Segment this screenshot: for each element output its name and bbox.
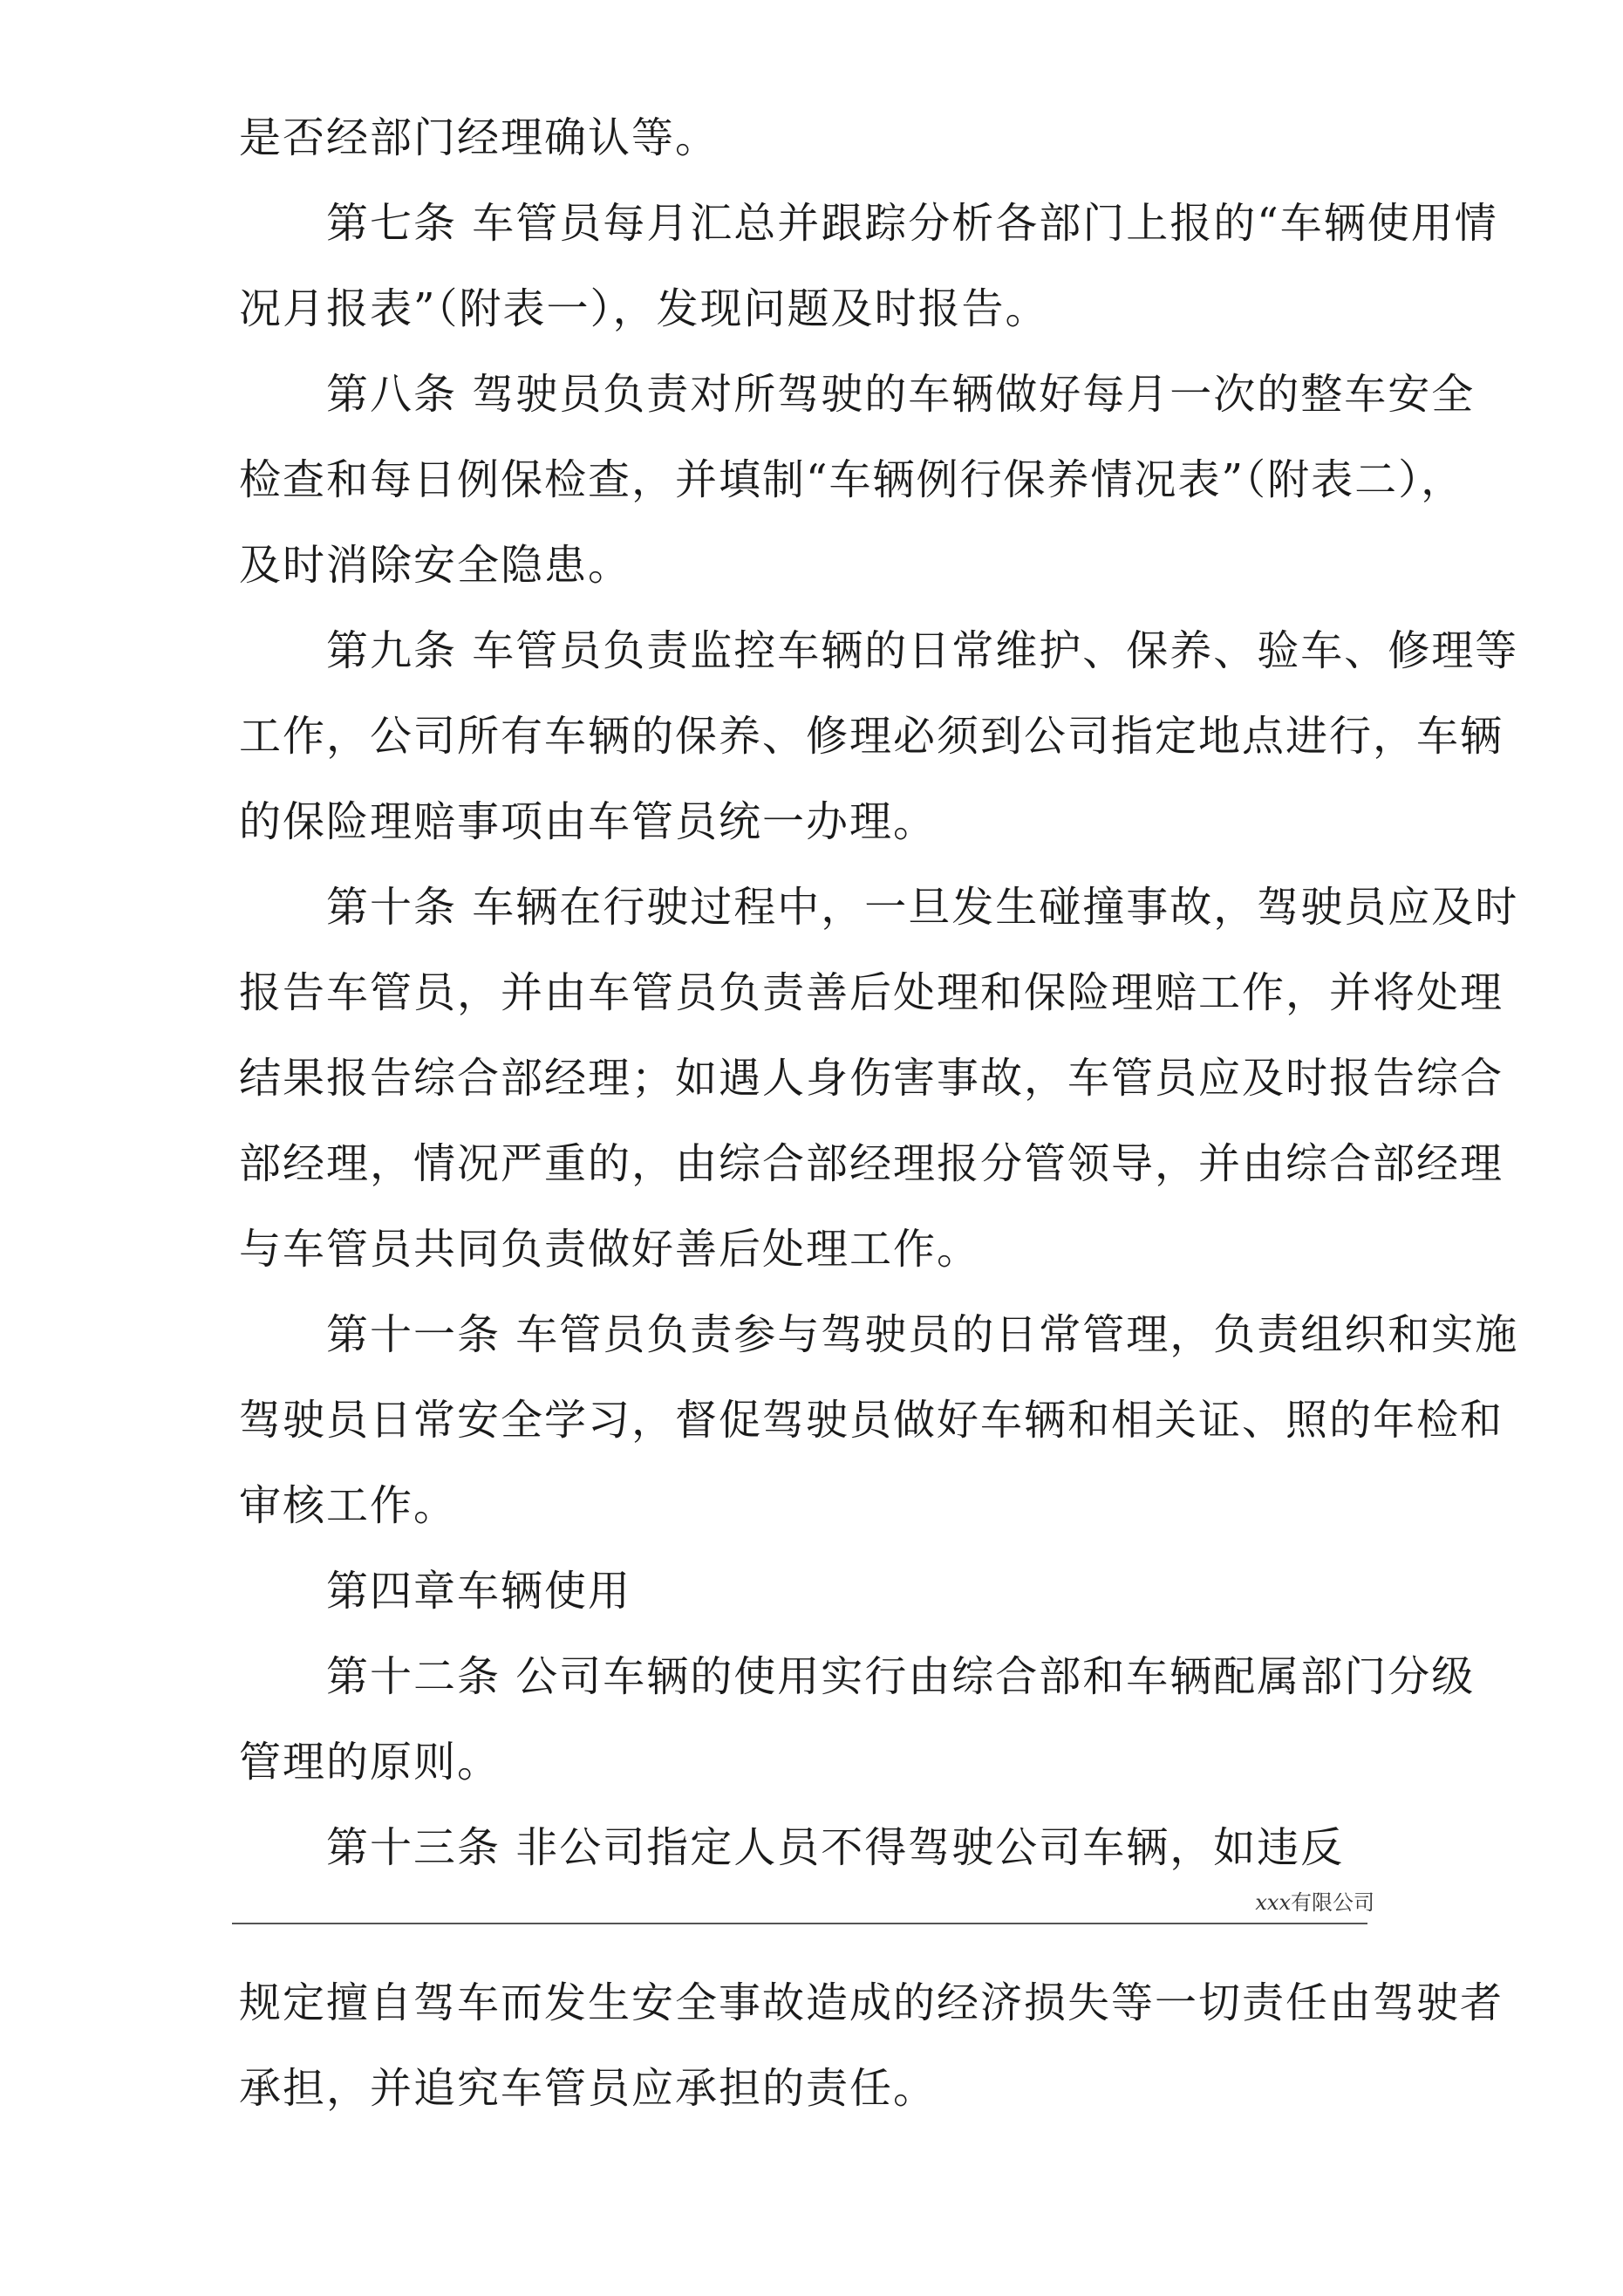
footer-company-name (1228, 1889, 1374, 1916)
article-7-line-1: 第七条 车管员每月汇总并跟踪分析各部门上报的“车辆使用情 (326, 199, 1498, 248)
article-10-line-1: 第十条 车辆在行驶过程中，一旦发生碰撞事故，驾驶员应及时 (326, 883, 1519, 932)
article-13-line-3: 承担，并追究车管员应承担的责任。 (239, 2064, 938, 2113)
article-10-line-3: 结果报告综合部经理；如遇人身伤害事故，车管员应及时报告综合 (239, 1054, 1504, 1103)
article-13-line-2: 规定擅自驾车而发生安全事故造成的经济损失等一切责任由驾驶者 (239, 1978, 1504, 2027)
chapter-4-heading: 第四章车辆使用 (326, 1567, 632, 1616)
article-10-line-2: 报告车管员，并由车管员负责善后处理和保险理赔工作，并将处理 (239, 968, 1504, 1017)
footer-company-prefix: xxx (1255, 1890, 1291, 1915)
footer-company-suffix: 有限公司 (1291, 1890, 1374, 1915)
footer-divider (232, 1923, 1367, 1924)
article-13-line-1: 第十三条 非公司指定人员不得驾驶公司车辆，如违反 (326, 1823, 1345, 1872)
article-10-line-4: 部经理，情况严重的，由综合部经理报分管领导，并由综合部经理 (239, 1139, 1504, 1188)
article-8-line-3: 及时消除安全隐患。 (239, 541, 632, 590)
article-9-line-3: 的保险理赔事项由车管员统一办理。 (239, 797, 938, 846)
article-12-line-1: 第十二条 公司车辆的使用实行由综合部和车辆配属部门分级 (326, 1652, 1476, 1701)
article-8-line-1: 第八条 驾驶员负责对所驾驶的车辆做好每月一次的整车安全 (326, 370, 1476, 419)
article-9-line-1: 第九条 车管员负责监控车辆的日常维护、保养、验车、修理等 (326, 626, 1519, 675)
article-7-line-2: 况月报表”（附表一），发现问题及时报告。 (239, 284, 1049, 333)
article-11-line-2: 驾驶员日常安全学习，督促驾驶员做好车辆和相关证、照的年检和 (239, 1396, 1504, 1445)
article-11-line-1: 第十一条 车管员负责参与驾驶员的日常管理，负责组织和实施 (326, 1310, 1519, 1359)
text-line: 是否经部门经理确认等。 (239, 113, 719, 162)
article-9-line-2: 工作，公司所有车辆的保养、修理必须到公司指定地点进行，车辆 (239, 712, 1504, 761)
article-11-line-3: 审核工作。 (239, 1481, 458, 1530)
article-8-line-2: 检查和每日例保检查，并填制“车辆例行保养情况表”（附表二）， (239, 455, 1465, 504)
article-12-line-2: 管理的原则。 (239, 1738, 501, 1787)
article-10-line-5: 与车管员共同负责做好善后处理工作。 (239, 1225, 981, 1274)
